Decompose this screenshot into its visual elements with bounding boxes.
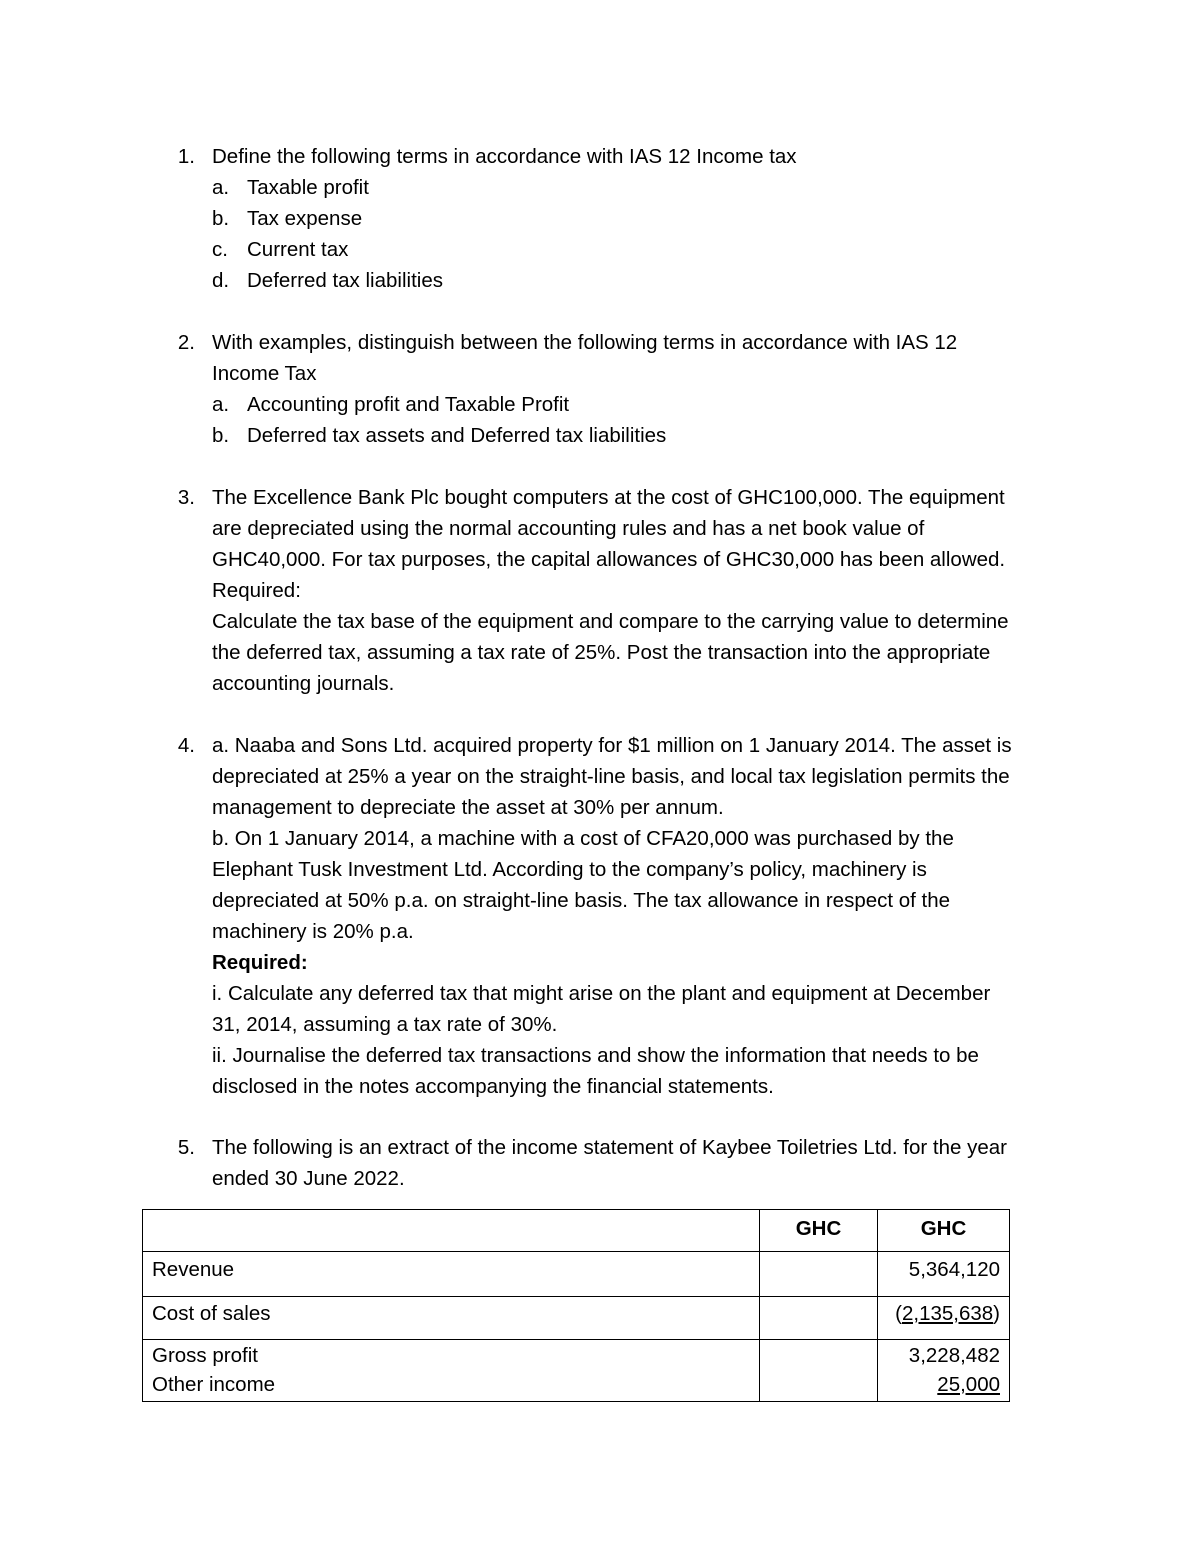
row-label-cell xyxy=(143,1340,760,1402)
row-value xyxy=(760,1297,878,1340)
row-label: Cost of sales xyxy=(143,1297,760,1340)
question-text-line: The following is an extract of the income statement of Kaybee Toiletries Ltd. for the year xyxy=(212,1136,1007,1159)
question-text-line: b. On 1 January 2014, a machine with a cost of CFA20,000 was purchased by the xyxy=(212,827,954,850)
sub-item-label: b. xyxy=(212,207,230,230)
row-value: 2,135,638 xyxy=(901,1302,994,1325)
row-value xyxy=(760,1252,878,1297)
question-text-line: are depreciated using the normal accounting rules and has a net book value of xyxy=(212,517,925,540)
question-text-line: a. Naaba and Sons Ltd. acquired property for $1 million on 1 January 2014. The asset is xyxy=(212,734,1012,757)
row-value-cell xyxy=(878,1340,1010,1402)
question-text-line: accounting journals. xyxy=(212,672,395,695)
open-paren: ( xyxy=(895,1302,902,1325)
question-text-line: depreciated at 25% a year on the straight-line basis, and local tax legislation permits the xyxy=(212,765,1010,788)
sub-item-label: d. xyxy=(212,269,230,292)
row-label: Other income xyxy=(152,1373,276,1396)
question-text-line: Elephant Tusk Investment Ltd. According to the company’s policy, machinery is xyxy=(212,858,927,881)
row-value: 3,228,482 xyxy=(908,1344,1000,1367)
question-text-line: The Excellence Bank Plc bought computers at the cost of GHC100,000. The equipment xyxy=(212,486,1005,509)
sub-item-text: Deferred tax liabilities xyxy=(247,269,443,292)
question-number: 2. xyxy=(177,331,195,354)
income-statement-table xyxy=(142,1209,1010,1402)
question-text-line: With examples, distinguish between the following terms in accordance with IAS 12 xyxy=(212,331,958,354)
row-value xyxy=(760,1340,878,1402)
sub-item-label: b. xyxy=(212,424,230,447)
question-text-line: ii. Journalise the deferred tax transactions and show the information that needs to be xyxy=(212,1044,979,1067)
sub-item-text: Accounting profit and Taxable Profit xyxy=(247,393,570,416)
question-text-line: GHC40,000. For tax purposes, the capital allowances of GHC30,000 has been allowed. xyxy=(212,548,1006,571)
table-row xyxy=(143,1340,1010,1402)
sub-item-label: c. xyxy=(212,238,228,261)
question-text-line: disclosed in the notes accompanying the financial statements. xyxy=(212,1075,774,1098)
sub-item-text: Current tax xyxy=(247,238,349,261)
question-number: 4. xyxy=(177,734,195,757)
required-heading: Required: xyxy=(212,579,301,602)
question-text-line: Calculate the tax base of the equipment and compare to the carrying value to determine xyxy=(212,610,1009,633)
table-header-cell xyxy=(143,1210,760,1252)
question-number: 5. xyxy=(177,1136,195,1159)
question-text-line: 31, 2014, assuming a tax rate of 30%. xyxy=(212,1013,558,1036)
row-label: Gross profit xyxy=(152,1344,258,1367)
table-header-cell: GHC xyxy=(878,1210,1010,1252)
sub-item-text: Tax expense xyxy=(247,207,363,230)
question-text-line: Income Tax xyxy=(212,362,317,385)
sub-item-label: a. xyxy=(212,393,230,416)
table-header-cell: GHC xyxy=(760,1210,878,1252)
required-heading: Required: xyxy=(212,951,308,974)
question-text: Define the following terms in accordance with IAS 12 Income tax xyxy=(212,145,797,168)
close-paren: ) xyxy=(993,1302,1000,1325)
row-value: 25,000 xyxy=(937,1373,1000,1396)
table-row xyxy=(143,1252,1010,1297)
question-text-line: the deferred tax, assuming a tax rate of 25%. Post the transaction into the appropriate xyxy=(212,641,991,664)
row-value-cell xyxy=(878,1297,1010,1340)
table-header-row xyxy=(143,1210,1010,1252)
sub-item-text: Deferred tax assets and Deferred tax liabilities xyxy=(247,424,667,447)
question-text-line: ended 30 June 2022. xyxy=(212,1167,405,1190)
question-text-line: management to depreciate the asset at 30% per annum. xyxy=(212,796,724,819)
table-row xyxy=(143,1297,1010,1340)
row-label: Revenue xyxy=(143,1252,760,1297)
question-text-line: depreciated at 50% p.a. on straight-line basis. The tax allowance in respect of the xyxy=(212,889,951,912)
question-text-line: i. Calculate any deferred tax that might arise on the plant and equipment at December xyxy=(212,982,991,1005)
question-text-line: machinery is 20% p.a. xyxy=(212,920,414,943)
question-number: 1. xyxy=(177,145,195,168)
sub-item-label: a. xyxy=(212,176,230,199)
question-number: 3. xyxy=(177,486,195,509)
sub-item-text: Taxable profit xyxy=(247,176,369,199)
row-value: 5,364,120 xyxy=(878,1252,1010,1297)
